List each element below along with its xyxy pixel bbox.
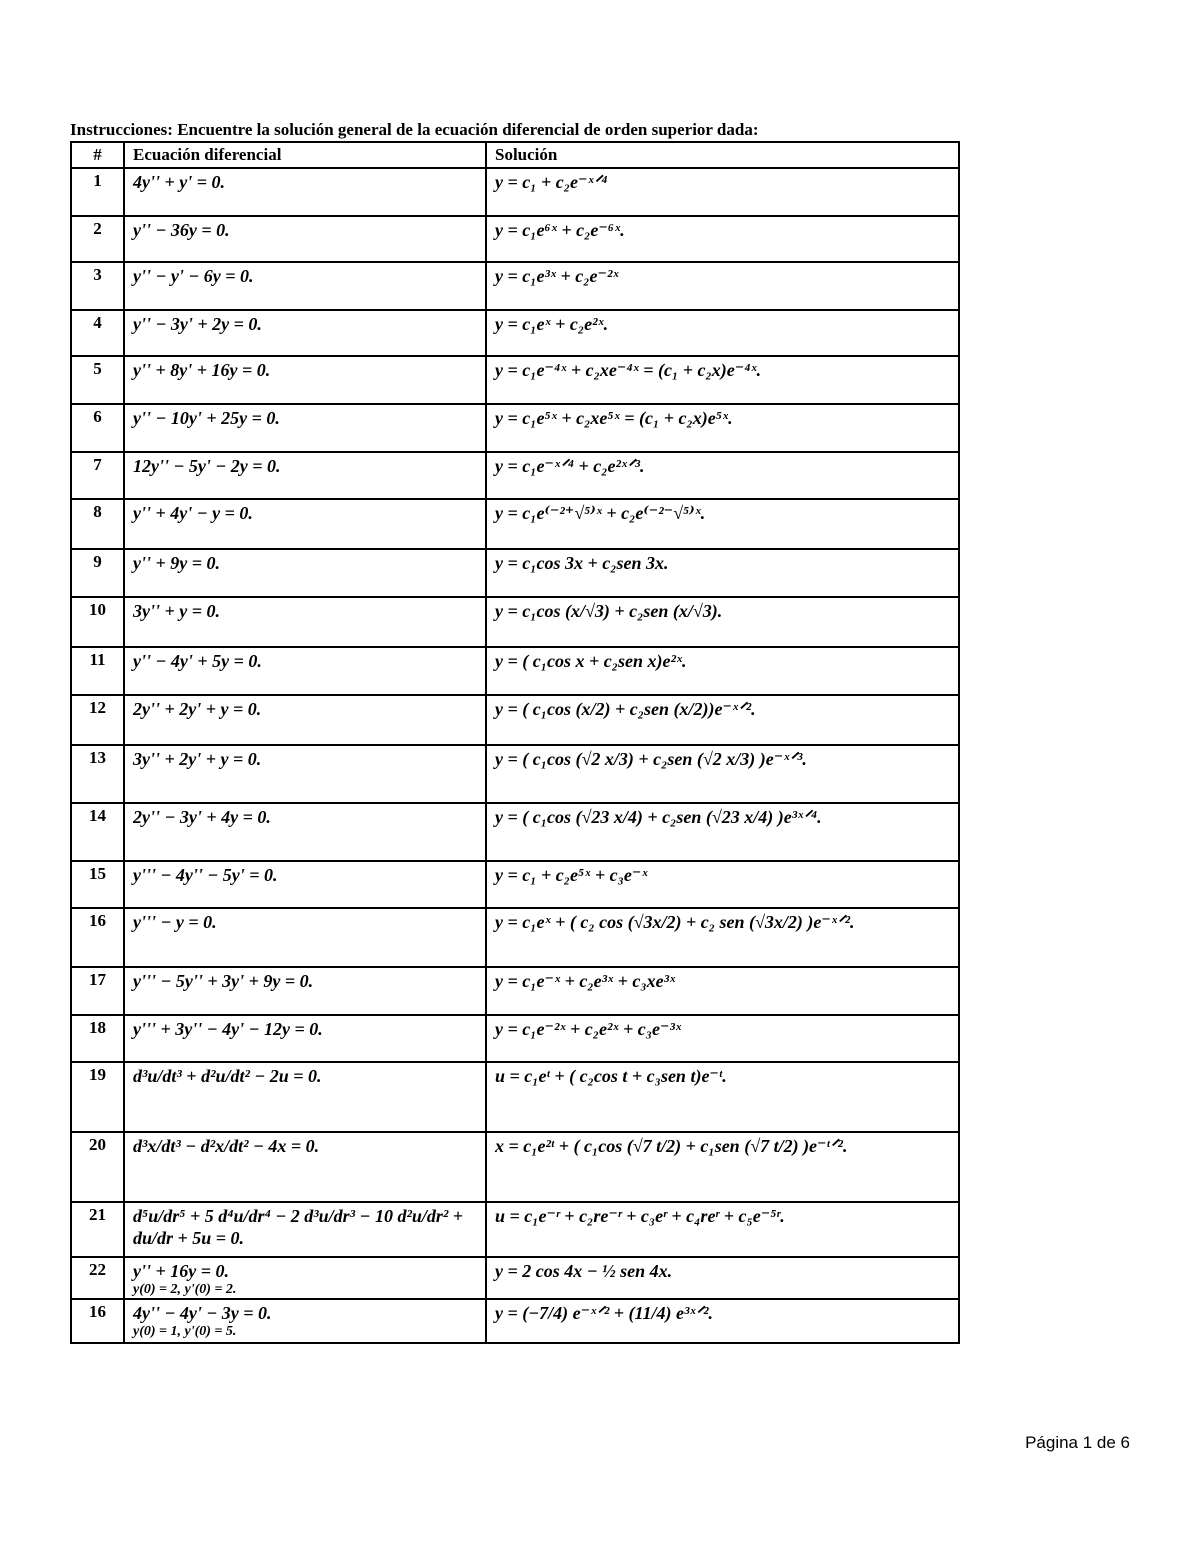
row-equation: y'' + 9y = 0. xyxy=(133,553,220,573)
row-number: 16 xyxy=(71,1299,124,1343)
row-initial-conditions: y(0) = 2, y'(0) = 2. xyxy=(133,1282,237,1297)
row-equation: 4y'' − 4y' − 3y = 0. xyxy=(133,1303,272,1323)
row-equation-cell xyxy=(124,861,486,908)
row-number: 18 xyxy=(71,1015,124,1062)
row-equation: y'' + 4y' − y = 0. xyxy=(133,503,253,523)
row-equation: y'' − 36y = 0. xyxy=(133,220,230,240)
row-equation-cell xyxy=(124,1062,486,1132)
row-equation: y''' − 4y'' − 5y' = 0. xyxy=(133,865,278,885)
row-equation: 2y'' + 2y' + y = 0. xyxy=(133,699,262,719)
row-equation: y'' − y' − 6y = 0. xyxy=(133,266,254,286)
row-equation-cell xyxy=(124,1257,486,1299)
table-row xyxy=(71,1132,959,1202)
row-equation: y'' − 3y' + 2y = 0. xyxy=(133,314,262,334)
equations-table xyxy=(70,141,960,1344)
row-solution: u = c₁e⁻ʳ + c₂re⁻ʳ + c₃eʳ + c₄reʳ + c₅e⁻⁵ʳ. xyxy=(486,1202,959,1257)
row-number: 16 xyxy=(71,908,124,967)
row-number: 8 xyxy=(71,499,124,549)
row-equation: d⁵u/dr⁵ + 5 d⁴u/dr⁴ − 2 d³u/dr³ − 10 d²u/dr² + du/dr + 5u = 0. xyxy=(133,1206,464,1248)
row-solution: y = c₁cos 3x + c₂sen 3x. xyxy=(486,549,959,597)
header-number: # xyxy=(71,142,124,168)
table-row xyxy=(71,1299,959,1343)
row-equation: y''' − 5y'' + 3y' + 9y = 0. xyxy=(133,971,314,991)
row-equation-cell xyxy=(124,262,486,310)
row-equation-cell xyxy=(124,356,486,404)
row-equation-cell xyxy=(124,967,486,1015)
row-equation: 3y'' + y = 0. xyxy=(133,601,220,621)
instructions-heading: Instrucciones: Encuentre la solución general de la ecuación diferencial de orden superior dada: xyxy=(70,120,759,139)
row-equation: 3y'' + 2y' + y = 0. xyxy=(133,749,262,769)
row-solution: y = c₁eˣ + ( c₂ cos (√3x/2) + c₂ sen (√3x/2) )e⁻ˣᐟ². xyxy=(486,908,959,967)
row-solution: y = c₁e⁻ˣ + c₂e³ˣ + c₃xe³ˣ xyxy=(486,967,959,1015)
row-solution: y = ( c₁cos (√23 x/4) + c₂sen (√23 x/4) )e³ˣᐟ⁴. xyxy=(486,803,959,861)
row-equation-cell xyxy=(124,499,486,549)
table-row xyxy=(71,356,959,404)
row-solution: y = ( c₁cos x + c₂sen x)e²ˣ. xyxy=(486,647,959,695)
row-equation: y'' − 10y' + 25y = 0. xyxy=(133,408,280,428)
row-equation-cell xyxy=(124,1132,486,1202)
row-equation-cell xyxy=(124,1015,486,1062)
row-equation-cell xyxy=(124,310,486,356)
row-number: 20 xyxy=(71,1132,124,1202)
row-equation-cell xyxy=(124,1202,486,1257)
row-solution: y = c₁cos (x/√3) + c₂sen (x/√3). xyxy=(486,597,959,647)
table-row xyxy=(71,597,959,647)
table-row xyxy=(71,1015,959,1062)
row-equation-cell xyxy=(124,216,486,262)
row-number: 3 xyxy=(71,262,124,310)
header-solution: Solución xyxy=(486,142,959,168)
row-number: 7 xyxy=(71,452,124,499)
row-number: 2 xyxy=(71,216,124,262)
table-row xyxy=(71,404,959,452)
row-equation: y'' − 4y' + 5y = 0. xyxy=(133,651,262,671)
table-row xyxy=(71,803,959,861)
row-equation-cell xyxy=(124,452,486,499)
row-solution: y = c₁ + c₂e⁵ˣ + c₃e⁻ˣ xyxy=(486,861,959,908)
table-row xyxy=(71,452,959,499)
row-number: 11 xyxy=(71,647,124,695)
row-number: 17 xyxy=(71,967,124,1015)
row-solution: x = c₁e²ᵗ + ( c₁cos (√7 t/2) + c₁sen (√7 t/2) )e⁻ᵗᐟ². xyxy=(486,1132,959,1202)
row-number: 15 xyxy=(71,861,124,908)
table-row xyxy=(71,967,959,1015)
table-row xyxy=(71,168,959,216)
row-solution: y = c₁e⁽⁻²⁺√⁵⁾ˣ + c₂e⁽⁻²⁻√⁵⁾ˣ. xyxy=(486,499,959,549)
row-solution: y = c₁eˣ + c₂e²ˣ. xyxy=(486,310,959,356)
table-row xyxy=(71,745,959,803)
row-number: 9 xyxy=(71,549,124,597)
row-solution: y = c₁e⁻ˣᐟ⁴ + c₂e²ˣᐟ³. xyxy=(486,452,959,499)
row-solution: y = c₁e⁵ˣ + c₂xe⁵ˣ = (c₁ + c₂x)e⁵ˣ. xyxy=(486,404,959,452)
row-equation: d³u/dt³ + d²u/dt² − 2u = 0. xyxy=(133,1066,322,1086)
table-row xyxy=(71,549,959,597)
header-equation: Ecuación diferencial xyxy=(124,142,486,168)
row-solution: y = ( c₁cos (√2 x/3) + c₂sen (√2 x/3) )e⁻ˣᐟ³. xyxy=(486,745,959,803)
row-number: 22 xyxy=(71,1257,124,1299)
row-equation: y'' + 16y = 0. xyxy=(133,1261,229,1281)
row-solution: y = c₁e⁶ˣ + c₂e⁻⁶ˣ. xyxy=(486,216,959,262)
row-solution: u = c₁eᵗ + ( c₂cos t + c₃sen t)e⁻ᵗ. xyxy=(486,1062,959,1132)
row-equation: 4y'' + y' = 0. xyxy=(133,172,225,192)
row-equation: y'' + 8y' + 16y = 0. xyxy=(133,360,271,380)
table-row xyxy=(71,1202,959,1257)
row-number: 19 xyxy=(71,1062,124,1132)
row-equation: 12y'' − 5y' − 2y = 0. xyxy=(133,456,281,476)
table-row xyxy=(71,1257,959,1299)
row-equation: y''' + 3y'' − 4y' − 12y = 0. xyxy=(133,1019,323,1039)
row-number: 10 xyxy=(71,597,124,647)
row-number: 5 xyxy=(71,356,124,404)
row-number: 14 xyxy=(71,803,124,861)
row-solution: y = c₁e⁻⁴ˣ + c₂xe⁻⁴ˣ = (c₁ + c₂x)e⁻⁴ˣ. xyxy=(486,356,959,404)
row-solution: y = c₁e⁻²ˣ + c₂e²ˣ + c₃e⁻³ˣ xyxy=(486,1015,959,1062)
table-row xyxy=(71,1062,959,1132)
row-equation-cell xyxy=(124,908,486,967)
table-row xyxy=(71,499,959,549)
row-equation-cell xyxy=(124,647,486,695)
row-number: 12 xyxy=(71,695,124,745)
table-row xyxy=(71,647,959,695)
row-solution: y = c₁e³ˣ + c₂e⁻²ˣ xyxy=(486,262,959,310)
table-row xyxy=(71,262,959,310)
row-number: 21 xyxy=(71,1202,124,1257)
table-header-row xyxy=(71,142,959,168)
row-solution: y = 2 cos 4x − ½ sen 4x. xyxy=(486,1257,959,1299)
row-solution: y = ( c₁cos (x/2) + c₂sen (x/2))e⁻ˣᐟ². xyxy=(486,695,959,745)
row-equation: y''' − y = 0. xyxy=(133,912,217,932)
table-row xyxy=(71,216,959,262)
row-equation: 2y'' − 3y' + 4y = 0. xyxy=(133,807,271,827)
row-number: 1 xyxy=(71,168,124,216)
row-number: 6 xyxy=(71,404,124,452)
row-equation-cell xyxy=(124,803,486,861)
row-solution: y = c₁ + c₂e⁻ˣᐟ⁴ xyxy=(486,168,959,216)
table-row xyxy=(71,908,959,967)
page-number: Página 1 de 6 xyxy=(1025,1433,1130,1452)
row-number: 4 xyxy=(71,310,124,356)
row-equation-cell xyxy=(124,168,486,216)
row-equation-cell xyxy=(124,404,486,452)
row-equation-cell xyxy=(124,745,486,803)
row-equation-cell xyxy=(124,597,486,647)
table-row xyxy=(71,861,959,908)
table-row xyxy=(71,695,959,745)
row-equation-cell xyxy=(124,1299,486,1343)
row-equation: d³x/dt³ − d²x/dt² − 4x = 0. xyxy=(133,1136,320,1156)
row-equation-cell xyxy=(124,549,486,597)
row-solution: y = (−7/4) e⁻ˣᐟ² + (11/4) e³ˣᐟ². xyxy=(486,1299,959,1343)
table-row xyxy=(71,310,959,356)
row-initial-conditions: y(0) = 1, y'(0) = 5. xyxy=(133,1324,237,1339)
row-number: 13 xyxy=(71,745,124,803)
row-equation-cell xyxy=(124,695,486,745)
